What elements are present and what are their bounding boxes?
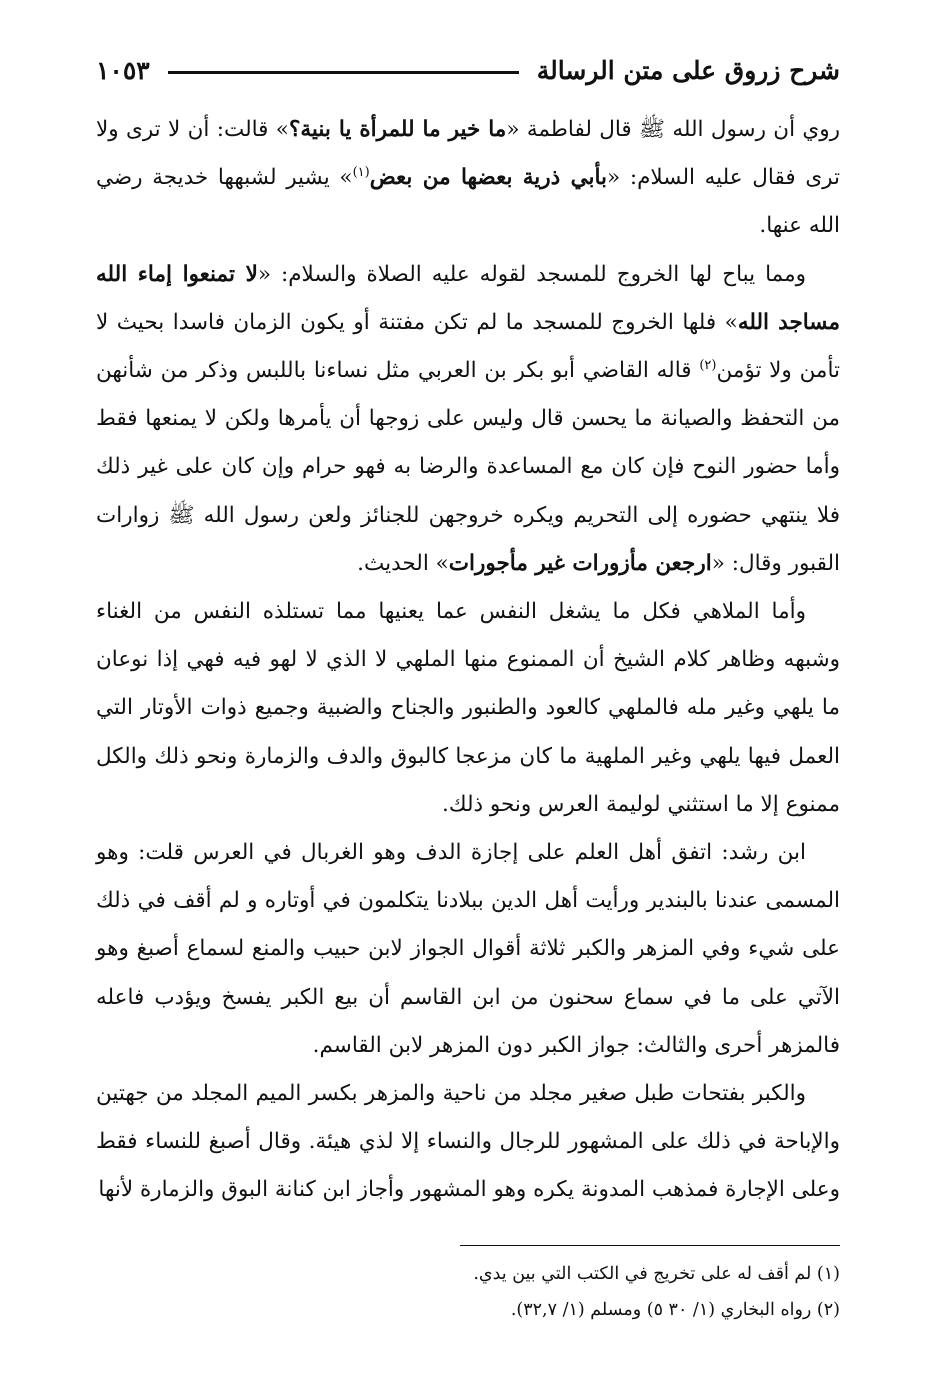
hadith-quote: ما خير ما للمرأة يا بنية؟	[288, 117, 507, 142]
footnote-1: (١) لم أقف له على تخريج في الكتب التي بين يدي.	[473, 1263, 840, 1284]
running-header	[96, 40, 840, 100]
paragraph-4: ابن رشد: اتفق أهل العلم على إجازة الدف وهو الغربال في العرس قلت: وهو المسمى عندنا بالبندير ورأيت أهل الدين ببلادنا يتكلمون في أوتاره و لم أقف في ذلك على شيء وفي المزهر والكبر ثلاثة أقوال الجواز لابن حبيب والمنع لسماع أصبغ وهو الآتي على ما في سماع سحنون من ابن القاسم أن بيع الكبر يفسخ ويؤدب فاعله فالمزهر أحرى والثالث: جواز الكبر دون المزهر لابن القاسم.	[96, 840, 840, 1058]
hadith-quote: بأبي ذرية بعضها من بعض	[369, 165, 608, 191]
paragraph-text: » فلها الخروج للمسجد ما لم تكن مفتنة أو يكون الزمان فاسدا بحيث لا تأمن ولا تؤمن	[96, 309, 840, 384]
header-rule	[168, 71, 519, 74]
footnote-marker-2: (٢)	[699, 357, 717, 373]
body-text	[96, 106, 840, 1215]
paragraph-text: قاله القاضي أبو بكر بن العربي مثل نساءنا باللبس وذكر من شأنهن من التحفظ والصيانة ما يحسن قال وليس على زوجها أن يأمرها ولكن لا يمنعها فقط وأما حضور النوح فإن كان مع المساعدة والرضا به فهو حرام وإن كان على غير ذلك فلا ينتهي حضوره إلى التحريم ويكره خروجهن للجنائز ولعن رسول الله ﷺ زوارات القبور وقال: «	[96, 358, 840, 576]
paragraph-5: والكبر بفتحات طبل صغير مجلد من ناحية والمزهر بكسر الميم المجلد من جهتين والإباحة في ذلك على المشهور للرجال والنساء إلا لذي هيئة. وقال أصبغ للنساء فقط وعلى الإجارة فمذهب المدونة يكره وهو المشهور وأجاز ابن كنانة البوق والزمارة لأنها	[96, 1081, 840, 1203]
paragraph-text: » قالت: أن لا ترى ولا ترى فقال عليه السلام: «	[96, 117, 841, 191]
paragraph-text: روي أن رسول الله ﷺ قال لفاطمة «	[506, 117, 840, 142]
book-page	[96, 40, 840, 1328]
paragraph-3: وأما الملاهي فكل ما يشغل النفس عما يعنيها مما تستلذه النفس من الغناء وشبهه وظاهر كلام الشيخ أن الممنوع منها الملهي لا الذي لا لهو فيه فهي إذا نوعان ما يلهي وغير مله فالملهي كالعود والطنبور والجناح والضبية وجميع ذوات الأوتار التي العمل فيها يلهي وغير الملهية ما كان مزعجا كالبوق والدف والزمارة ونحو ذلك والكل ممنوع إلا ما استثني لوليمة العرس ونحو ذلك.	[96, 599, 840, 817]
running-header-title: شرح زروق على متن الرسالة	[536, 55, 840, 85]
paragraph-text: » يشير لشبهها خديجة رضي الله عنها.	[96, 165, 840, 239]
footnote-separator	[460, 1245, 840, 1246]
footnote-marker-1: (١)	[352, 165, 370, 181]
paragraph-1	[96, 106, 840, 251]
paragraph-text: » الحديث.	[357, 550, 449, 576]
page-number: ١٠٥٣	[96, 55, 150, 85]
hadith-quote: لا تمنعوا إماء الله مساجد الله	[96, 261, 840, 335]
footnotes	[96, 1256, 840, 1328]
paragraph-text: ومما يباح لها الخروج للمسجد لقوله عليه الصلاة والسلام: «	[257, 261, 806, 287]
footnote-2: (٢) رواه البخاري (١/ ٣٠ ٥) ومسلم (١/ ٣٢,٧).	[510, 1299, 840, 1320]
hadith-quote: ارجعن مأزورات غير مأجورات	[448, 550, 712, 576]
paragraph-2	[96, 251, 840, 588]
